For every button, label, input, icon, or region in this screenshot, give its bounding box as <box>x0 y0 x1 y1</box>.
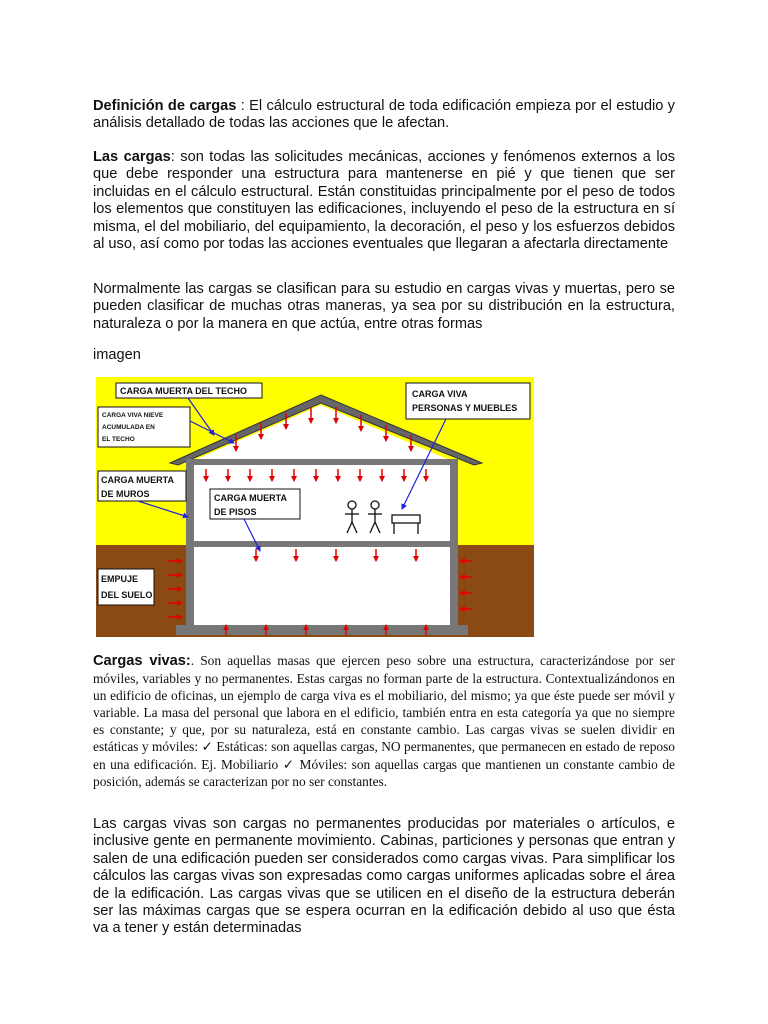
svg-text:ACUMULADA EN: ACUMULADA EN <box>102 424 155 431</box>
loads-text: : son todas las solicitudes mecánicas, acciones y fenómenos externos a los que debe responder una estructura para mantenerse en pié y que tienen que ser incluidas en el cálculo estructural. Están constituidas principalmente por el peso de todos los elementos que constituyen las edificaciones, incluyendo el peso de la estructura en sí misma, el del mobiliario, del equipamiento, la decoración, el peso y los esfuerzos debidos al uso, así como por todas las acciones eventuales que llegaran a afectarla directamente <box>93 149 675 253</box>
live-loads-heading: Cargas vivas: <box>93 653 191 669</box>
svg-text:CARGA MUERTA: CARGA MUERTA <box>214 493 287 503</box>
roof-slab <box>186 459 458 465</box>
definition-text: : El cálculo estructural de toda edificación empieza por el estudio y análisis detallado de todas las acciones que le afectan. <box>93 98 675 132</box>
svg-text:CARGA MUERTA: CARGA MUERTA <box>101 475 174 485</box>
label-floors <box>210 489 300 519</box>
live-loads-detail-paragraph: Las cargas vivas son cargas no permanentes producidas por materiales o artículos, e inclusive gente en permanente movimiento. Cabinas, particiones y personas que entran y salen de una edificación pueden ser considerados como cargas vivas. Para simplificar los cálculos las cargas vivas son expresadas como cargas uniformes aplicadas sobre el área de la edificación. Las cargas vivas que se utilicen en el diseño de la estructura deberán ser las máximas cargas que se espera ocurran en la edificación debido al uso que ésta va a tener y están determinadas <box>93 816 675 937</box>
label-roof <box>116 383 262 398</box>
label-soil <box>98 569 154 605</box>
svg-text:DEL SUELO: DEL SUELO <box>101 590 153 600</box>
loads-paragraph <box>93 149 675 253</box>
live-loads-text: . Son aquellas masas que ejercen peso sobre una estructura, caracterizándose por ser móviles, variables y no permanentes. Estas cargas no forman parte de la estructura. Contextualizándonos en un edificio de oficinas, un ejemplo de carga viva es el mobiliario, del mismo; ya que éste puede ser móvil y variable. La masa del personal que labora en el edificio, también entra en esta categoría ya que no siempre es constante; y que, por su naturaleza, está en constante cambio. Las cargas vivas se suelen dividir en estáticas y móviles: ✓ Estáticas: son aquellas cargas, NO permanentes, que permanecen en estado de reposo en una edificación. Ej. Mobiliario ✓ Móviles: son aquellas cargas que mantienen un constante cambio de posición, además se caracterizan por no ser constantes. <box>93 653 675 789</box>
room-lower <box>194 547 450 623</box>
live-loads-paragraph <box>93 652 675 790</box>
classification-paragraph: Normalmente las cargas se clasifican para su estudio en cargas vivas y muertas, pero se pueden clasificar de muchas otras maneras, ya sea por su distribución en la estructura, naturaleza o por la manera en que actúa, entre otras formas <box>93 281 675 332</box>
label-snow <box>98 407 190 447</box>
definition-heading: Definición de cargas <box>93 98 237 114</box>
svg-text:PERSONAS Y MUEBLES: PERSONAS Y MUEBLES <box>412 403 518 413</box>
loads-heading: Las cargas <box>93 149 171 165</box>
svg-text:CARGA VIVA: CARGA VIVA <box>412 389 468 399</box>
first-floor-slab <box>186 541 458 547</box>
definition-paragraph <box>93 98 675 133</box>
label-walls <box>98 471 186 501</box>
svg-text:CARGA VIVA NIEVE: CARGA VIVA NIEVE <box>102 412 164 419</box>
loads-diagram <box>96 377 534 637</box>
svg-text:EMPUJE: EMPUJE <box>101 574 139 584</box>
image-caption: imagen <box>93 347 141 363</box>
svg-text:DE PISOS: DE PISOS <box>214 507 257 517</box>
svg-text:DE MUROS: DE MUROS <box>101 489 150 499</box>
svg-text:EL TECHO: EL TECHO <box>102 436 135 443</box>
svg-text:CARGA MUERTA DEL TECHO: CARGA MUERTA DEL TECHO <box>120 386 247 396</box>
footing <box>176 625 468 635</box>
label-live <box>406 383 530 419</box>
